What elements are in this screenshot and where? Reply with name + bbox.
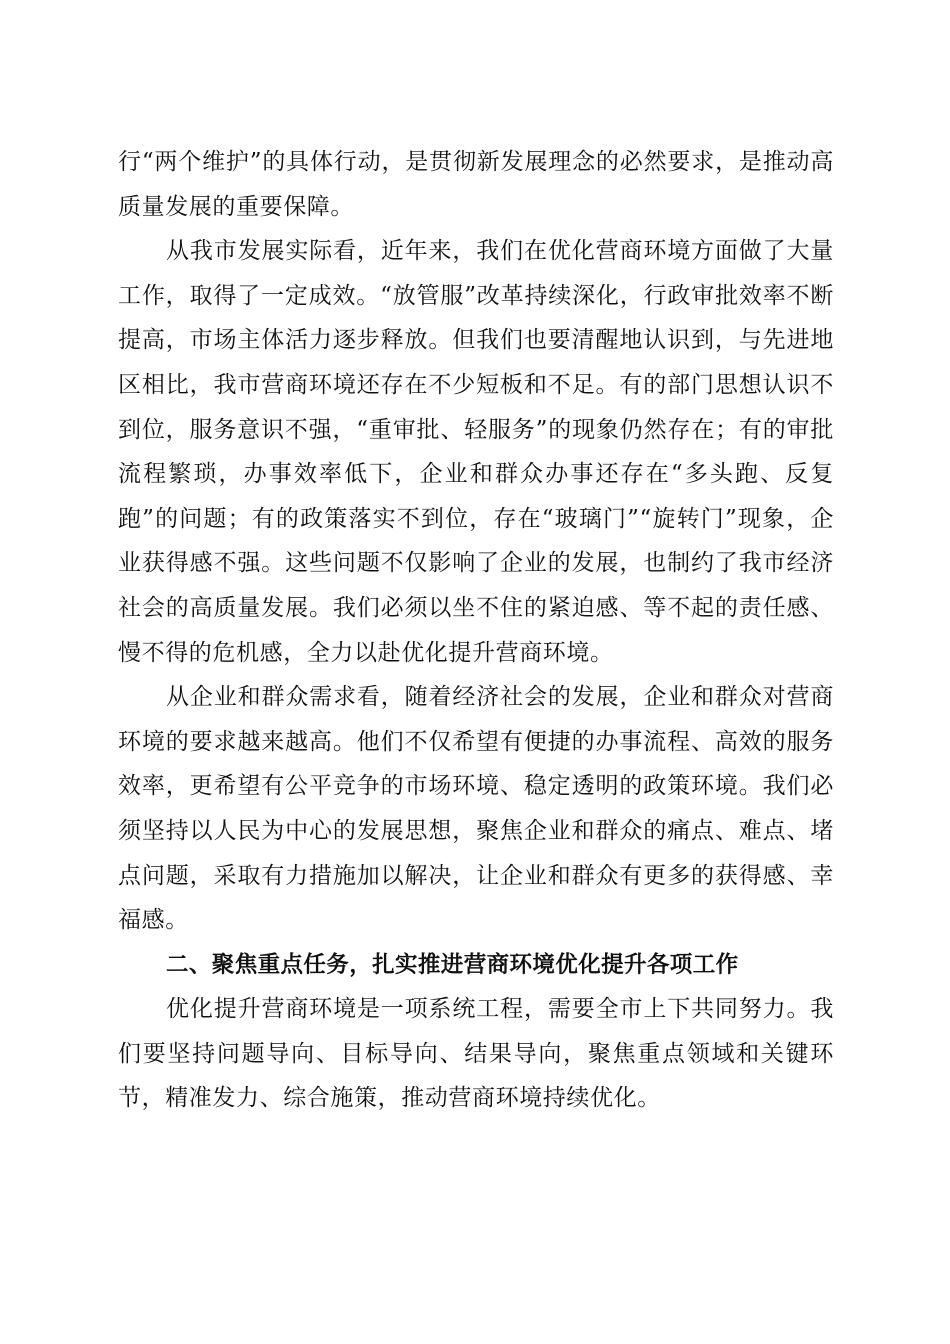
paragraph-public-demand: 从企业和群众需求看，随着经济社会的发展，企业和群众对营商环境的要求越来越高。他们不仅希望有便捷的办事流程、高效的服务效率，更希望有公平竞争的市场环境、稳定透明的政策环境。我们必须坚持以人民为中心的发展思想，聚焦企业和群众的痛点、难点、堵点问题，采取有力措施加以解决，让企业和群众有更多的获得感、幸福感。: [118, 684, 834, 934]
paragraph-development-reality: 从我市发展实际看，近年来，我们在优化营商环境方面做了大量工作，取得了一定成效。“放管服”改革持续深化，行政审批效率不断提高，市场主体活力逐步释放。但我们也要清醒地认识到，与先进地区相比，我市营商环境还存在不少短板和不足。有的部门思想认识不到位，服务意识不强，“重审批、轻服务”的现象仍然存在；有的审批流程繁琐，办事效率低下，企业和群众办事还存在“多头跑、反复跑”的问题；有的政策落实不到位，存在“玻璃门”“旋转门”现象，企业获得感不强。这些问题不仅影响了企业的发展，也制约了我市经济社会的高质量发展。我们必须以坐不住的紧迫感、等不起的责任感、慢不得的危机感，全力以赴优化提升营商环境。: [118, 238, 834, 666]
paragraph-systematic-project: 优化提升营商环境是一项系统工程，需要全市上下共同努力。我们要坚持问题导向、目标导向、结果导向，聚焦重点领域和关键环节，精准发力、综合施策，推动营商环境持续优化。: [118, 996, 834, 1112]
paragraph-continuation: 行“两个维护”的具体行动，是贯彻新发展理念的必然要求，是推动高质量发展的重要保障。: [118, 149, 834, 220]
document-body: [118, 140, 834, 1121]
section-heading: 二、聚焦重点任务，扎实推进营商环境优化提升各项工作: [166, 951, 739, 978]
